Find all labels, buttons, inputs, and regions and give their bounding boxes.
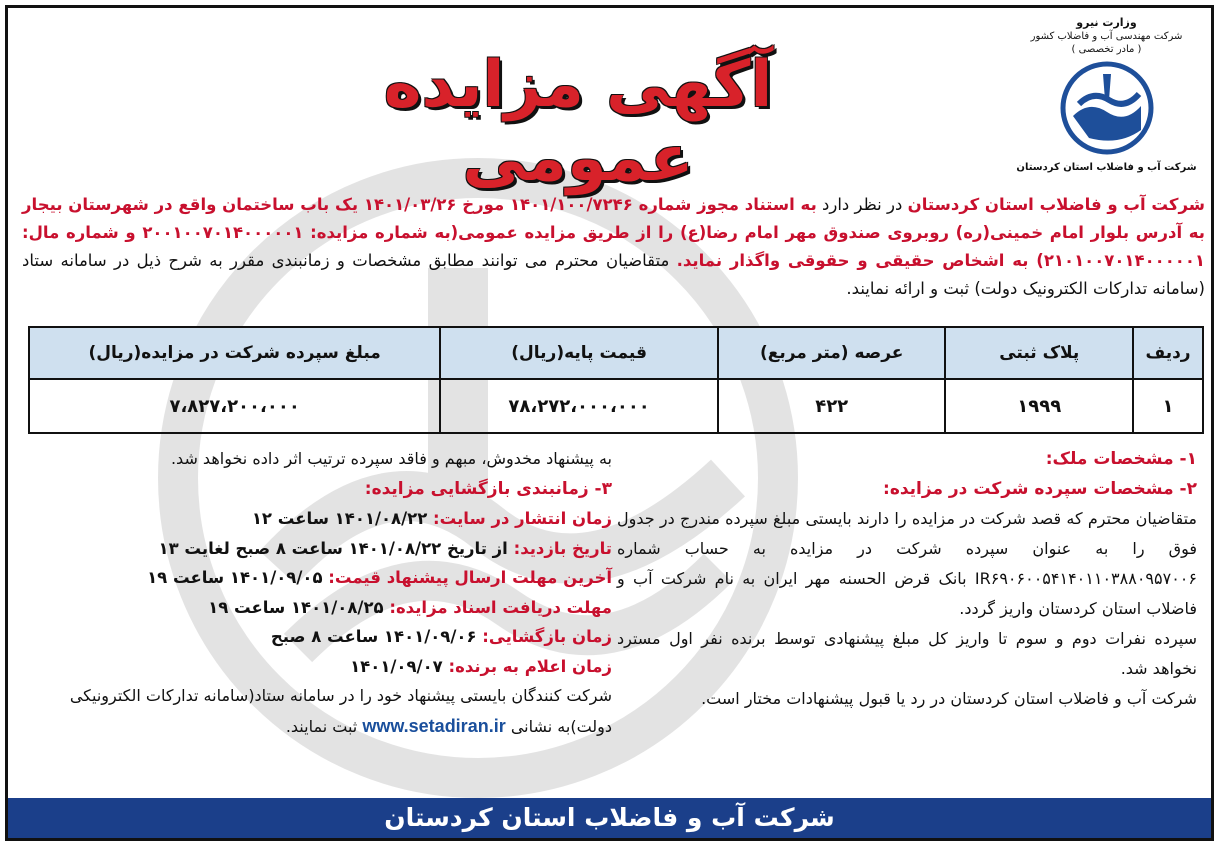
section-3-heading: ۳- زمانبندی بازگشایی مزایده: xyxy=(364,479,612,499)
ministry-subtitle-2: ( مادر تخصصی ) xyxy=(1071,44,1142,55)
page-title: آگهی مزایده عمومی xyxy=(383,48,773,196)
schedule-item xyxy=(22,504,612,534)
header-area: عرصه (متر مربع) xyxy=(718,327,946,379)
schedule-label: زمان انتشار در سایت: xyxy=(433,509,612,528)
header-plaque: پلاک ثبتی xyxy=(945,327,1133,379)
left-column xyxy=(22,444,612,742)
schedule-item xyxy=(22,593,612,623)
logo-caption: شرکت آب و فاضلاب استان کردستان xyxy=(1016,162,1197,173)
invalid-bid-note: به پیشنهاد مخدوش، مبهم و فاقد سپرده ترتیب اثر داده نخواهد شد. xyxy=(170,449,612,468)
section-1-heading: ۱- مشخصات ملک: xyxy=(1045,449,1197,469)
schedule-item xyxy=(22,622,612,652)
intro-text-b: متقاضیان محترم می توانند مطابق مشخصات و زمانبندی مقرر به شرح ذیل در سامانه ستاد (سامانه تدارکات الکترونیک دولت) ثبت و ارائه نمایند. xyxy=(22,251,1205,298)
schedule-item xyxy=(22,563,612,593)
refund-paragraph: سپرده نفرات دوم و سوم تا واریز کل مبلغ پیشنهادی توسط برنده نفر اول مسترد نخواهد شد. xyxy=(617,629,1197,678)
submission-text-b: ثبت نمایند. xyxy=(285,717,358,736)
cell-deposit: ۷،۸۲۷،۲۰۰،۰۰۰ xyxy=(29,379,440,433)
intro-text-a: در نظر دارد xyxy=(816,195,908,214)
schedule-value: ۱۴۰۱/۰۸/۲۵ ساعت ۱۹ xyxy=(208,597,384,617)
schedule-value: ۱۴۰۱/۰۸/۲۲ ساعت ۱۲ xyxy=(251,509,428,528)
table-header-row xyxy=(29,327,1203,379)
ministry-name: وزارت نیرو xyxy=(1076,16,1137,29)
intro-paragraph xyxy=(22,191,1205,303)
table-row xyxy=(29,379,1203,433)
schedule-label: تاریخ بازدید: xyxy=(513,538,612,558)
intro-permit: به استناد مجوز شماره ۱۴۰۱/۱۰۰/۷۲۴۶ مورخ ۱۴۰۱/۰۳/۲۶ یک باب ساختمان واقع در شهرستان بیجار به آدرس بلوار امام خمینی(ره) روبروی صندوق مهر امام رضا(ع) را از طریق مزایده عمومی(به شماره مزایده: ۲۰۰۱۰۰۷۰۱۴۰۰۰۰۰۱ و شماره مال: ۲۱۰۱۰۰۷۰۱۴۰۰۰۰۰۱) به اشخاص حقیقی و حقوقی واگذار نماید. xyxy=(22,195,1205,270)
schedule-item xyxy=(22,534,612,564)
right-column xyxy=(617,444,1197,714)
header-deposit: مبلغ سپرده شرکت در مزایده(ریال) xyxy=(29,327,440,379)
section-2-heading: ۲- مشخصات سپرده شرکت در مزایده: xyxy=(883,479,1197,499)
submission-paragraph xyxy=(22,681,612,742)
ministry-subtitle: شرکت مهندسی آب و فاضلاب کشور xyxy=(1030,31,1183,42)
header-row-number: ردیف xyxy=(1133,327,1203,379)
schedule-label: زمان اعلام به برنده: xyxy=(448,656,612,676)
auction-table xyxy=(28,326,1204,434)
cell-plaque: ۱۹۹۹ xyxy=(945,379,1133,433)
header-base-price: قیمت پایه(ریال) xyxy=(440,327,718,379)
schedule-label: مهلت دریافت اسناد مزایده: xyxy=(389,597,612,617)
notice-frame xyxy=(5,5,1214,841)
logo-block xyxy=(1014,16,1199,173)
schedule-label: آخرین مهلت ارسال پیشنهاد قیمت: xyxy=(328,568,612,587)
footer-banner: شرکت آب و فاضلاب استان کردستان xyxy=(8,798,1211,838)
schedule-item xyxy=(22,652,612,682)
setadiran-link[interactable]: www.setadiran.ir xyxy=(362,716,506,736)
deposit-paragraph: متقاضیان محترم که قصد شرکت در مزایده را دارند بایستی مبلغ سپرده مندرج در جدول فوق را به عنوان سپرده شرکت در مزایده به حساب شماره IR۶۹۰۶۰۰۵۴۱۴۰۱۱۰۳۸۸۰۹۵۷۰۰۶ بانک قرض الحسنه مهر ایران به نام شرکت آب و فاضلاب استان کردستان واریز گردد. xyxy=(617,509,1197,618)
cell-base-price: ۷۸،۲۷۲،۰۰۰،۰۰۰ xyxy=(440,379,718,433)
schedule-value: ۱۴۰۱/۰۹/۰۵ ساعت ۱۹ xyxy=(147,568,323,587)
cell-row-number: ۱ xyxy=(1133,379,1203,433)
schedule-label: زمان بازگشایی: xyxy=(482,627,612,646)
schedule-value: ۱۴۰۱/۰۹/۰۶ ساعت ۸ صبح xyxy=(270,627,477,646)
cell-area: ۴۲۲ xyxy=(718,379,946,433)
schedule-value: از تاریخ ۱۴۰۱/۰۸/۲۲ ساعت ۸ صبح لغایت ۱۳ xyxy=(158,538,508,558)
company-logo-icon xyxy=(1059,60,1155,156)
rights-paragraph: شرکت آب و فاضلاب استان کردستان در رد یا قبول پیشنهادات مختار است. xyxy=(701,689,1197,708)
intro-company: شرکت آب و فاضلاب استان کردستان xyxy=(907,195,1205,214)
submission-text-a: شرکت کنندگان بایستی پیشنهاد خود را در سامانه ستاد(سامانه تدارکات الکترونیکی دولت)به نشانی xyxy=(69,686,612,736)
schedule-value: ۱۴۰۱/۰۹/۰۷ xyxy=(350,656,443,676)
